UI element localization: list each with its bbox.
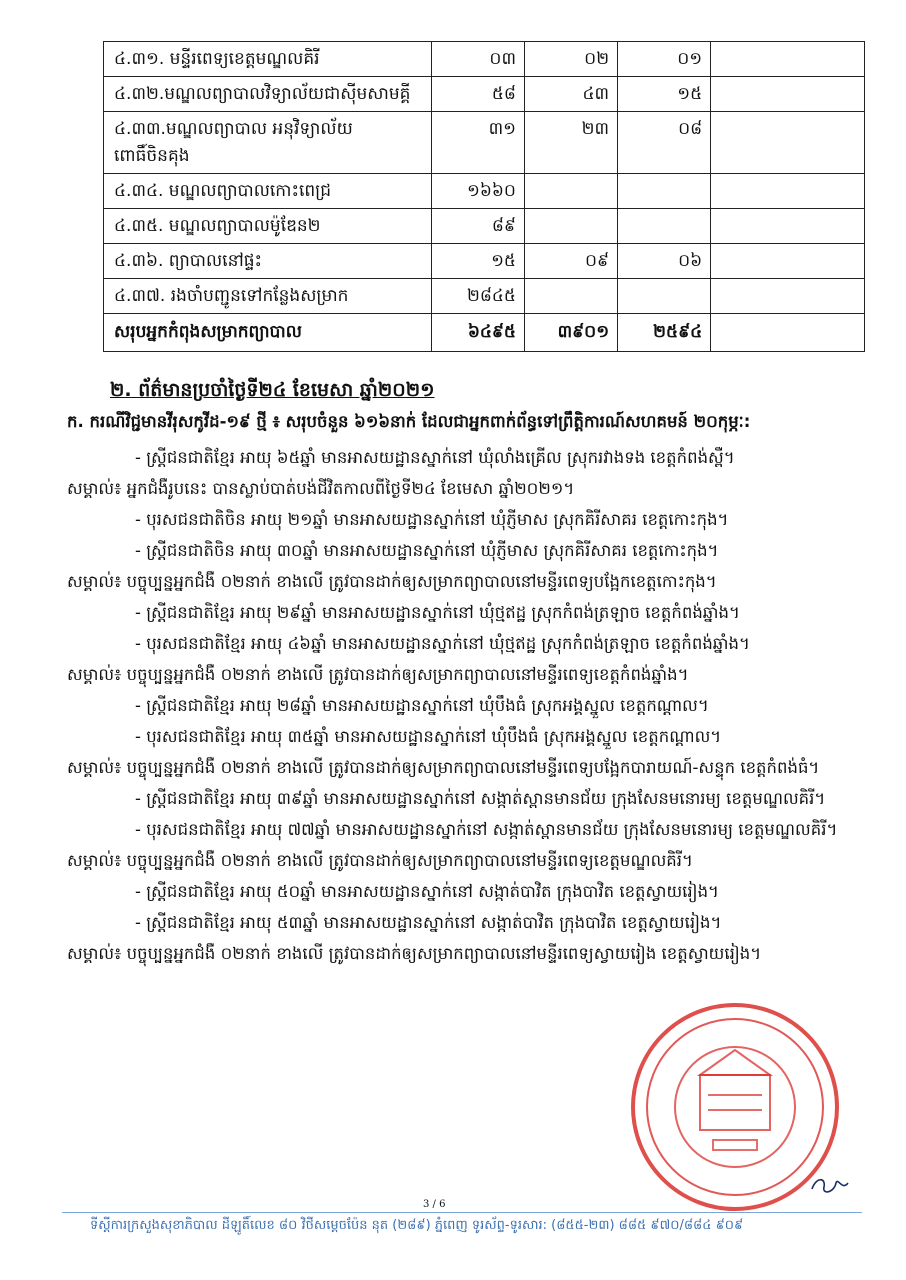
row-value (618, 174, 711, 209)
case-note (67, 845, 867, 876)
row-label: ៤.៣៦. ព្យាបាលនៅផ្ទះ (104, 244, 432, 279)
case-list (67, 442, 867, 969)
page-number: 3 / 6 (423, 1199, 446, 1210)
empty-cell (711, 314, 865, 352)
row-label: ៤.៣២.មណ្ឌលព្យាបាលវិទ្យាល័យជាស៊ីមសាមគ្គី (104, 77, 432, 112)
case-note (67, 938, 867, 969)
table-row (104, 244, 865, 279)
case-note (67, 659, 867, 690)
row-label: ៤.៣៧. រងចាំបញ្ជូនទៅកន្លែងសម្រាក (104, 279, 432, 314)
table-total-row (104, 314, 865, 352)
table-row (104, 42, 865, 77)
section-title: ២. ព័ត៌មានប្រចាំថ្ងៃទី២៤ ខែមេសា ឆ្នាំ២០២១ (110, 379, 435, 401)
footer-address: ទីស្តីការក្រសួងសុខាភិបាល ដីឡូតិ៍លេខ ៨០ វិថីសម្តេចប៉ែន នុត (២៨៩) ភ្នំពេញ ទូរស័ព្ទ-ទូរសារ: (៨៥៥-២៣) ៨៨៥ ៩៧០/៨៨៤ ៩០៩ (90, 1218, 744, 1233)
row-value: ០៨ (618, 112, 711, 174)
empty-cell (711, 112, 865, 174)
table-row (104, 279, 865, 314)
patients-table (103, 41, 865, 352)
note-text: បច្ចុប្បន្នអ្នកជំងឺ ០២នាក់ ខាងលើ ត្រូវបានដាក់ឲ្យសម្រាកព្យាបាលនៅមន្ទីរពេទ្យខេត្តកំពង់ឆ្នាំង។ (126, 665, 689, 684)
row-value: ២៥៩៤ (618, 314, 711, 352)
footer-divider (62, 1212, 862, 1213)
row-value: ៣៩០១ (524, 314, 617, 352)
empty-cell (711, 244, 865, 279)
row-label: សរុបអ្នកកំពុងសម្រាកព្យាបាល (104, 314, 432, 352)
empty-cell (711, 77, 865, 112)
row-value: ២៨៤៥ (431, 279, 524, 314)
note-prefix: សម្គាល់៖ (67, 665, 127, 684)
row-value (618, 209, 711, 244)
table-row (104, 209, 865, 244)
note-text: អ្នកជំងឺរូបនេះ បានស្លាប់បាត់បង់ជីវិតកាលពីថ្ងៃទី២៤ ខែមេសា ឆ្នាំ២០២១។ (126, 479, 575, 498)
row-value: ៤៣ (524, 77, 617, 112)
row-value (524, 279, 617, 314)
note-text: បច្ចុប្បន្នអ្នកជំងឺ ០២នាក់ ខាងលើ ត្រូវបានដាក់ឲ្យសម្រាកព្យាបាលនៅមន្ទីរពេទ្យស្វាយរៀង ខេត្តស្វាយរៀង។ (126, 944, 762, 963)
row-value: ០២ (524, 42, 617, 77)
row-value: ១៦៦០ (431, 174, 524, 209)
case-note (67, 566, 867, 597)
empty-cell (711, 209, 865, 244)
note-text: បច្ចុប្បន្នអ្នកជំងឺ ០២នាក់ ខាងលើ ត្រូវបានដាក់ឲ្យសម្រាកព្យាបាលនៅមន្ទីរពេទ្យខេត្តមណ្ឌលគិរី។ (126, 851, 693, 870)
case-item: - បុរសជនជាតិខ្មែរ អាយុ ៧៧ឆ្នាំ មានអាសយដ្ឋានស្នាក់នៅ សង្កាត់ស្ពានមានជ័យ ក្រុងសែនមនោរម្យ ខេត្តមណ្ឌលគិរី។ (135, 820, 838, 839)
table-row (104, 112, 865, 174)
row-value: ១៥ (431, 244, 524, 279)
row-value: ០១ (618, 42, 711, 77)
case-item: - បុរសជនជាតិខ្មែរ អាយុ ៤៦ឆ្នាំ មានអាសយដ្ឋានស្នាក់នៅ ឃុំថ្មឥដ្ឋ ស្រុកកំពង់ត្រឡាច ខេត្តកំពង់ឆ្នាំង។ (135, 634, 750, 653)
case-item: - ស្ត្រីជនជាតិចិន អាយុ ៣០ឆ្នាំ មានអាសយដ្ឋានស្នាក់នៅ ឃុំភ្ញីមាស ស្រុកគិរីសាគរ ខេត្តកោះកុង។ (135, 541, 719, 560)
case-note (67, 473, 867, 504)
empty-cell (711, 42, 865, 77)
row-value (524, 209, 617, 244)
empty-cell (711, 174, 865, 209)
section-subtitle: ក. ករណីវិជ្ជមានវីរុសកូវីដ-១៩ ថ្មី ៖ សរុបចំនួន ៦១៦នាក់ ដែលជាអ្នកពាក់ព័ន្ធទៅព្រឹត្តិការណ៍សហគមន៍ ២០កុម្ភៈ: (67, 412, 751, 431)
row-value: ៣១ (431, 112, 524, 174)
table-row (104, 77, 865, 112)
case-item: - បុរសជនជាតិខ្មែរ អាយុ ៣៥ឆ្នាំ មានអាសយដ្ឋានស្នាក់នៅ ឃុំបឹងធំ ស្រុកអង្គស្នួល ខេត្តកណ្តាល។ (135, 727, 722, 746)
note-prefix: សម្គាល់៖ (67, 479, 127, 498)
row-label: ៤.៣៤. មណ្ឌលព្យាបាលកោះពេជ្រ (104, 174, 432, 209)
row-value (524, 174, 617, 209)
row-value (618, 279, 711, 314)
case-item: - ស្ត្រីជនជាតិខ្មែរ អាយុ ២៨ឆ្នាំ មានអាសយដ្ឋានស្នាក់នៅ ឃុំបឹងធំ ស្រុកអង្គស្នួល ខេត្តកណ្តាល។ (135, 696, 709, 715)
case-item: - បុរសជនជាតិចិន អាយុ ២១ឆ្នាំ មានអាសយដ្ឋានស្នាក់នៅ ឃុំភ្ញីមាស ស្រុកគិរីសាគរ ខេត្តកោះកុង។ (135, 510, 729, 529)
row-label: ៤.៣១. មន្ទីរពេទ្យខេត្តមណ្ឌលគិរី (104, 42, 432, 77)
case-note (67, 752, 867, 783)
case-item: - ស្ត្រីជនជាតិខ្មែរ អាយុ ២៩ឆ្នាំ មានអាសយដ្ឋានស្នាក់នៅ ឃុំថ្មឥដ្ឋ ស្រុកកំពង់ត្រឡាច ខេត្តកំពង់ឆ្នាំង។ (135, 603, 740, 622)
row-label: ៤.៣៥. មណ្ឌលព្យាបាលម៉ូឌែន២ (104, 209, 432, 244)
case-item: - ស្ត្រីជនជាតិខ្មែរ អាយុ ៣៩ឆ្នាំ មានអាសយដ្ឋានស្នាក់នៅ សង្កាត់ស្ពានមានជ័យ ក្រុងសែនមនោរម្យ ខេត្តមណ្ឌលគិរី។ (135, 789, 826, 808)
row-value: ០៦ (618, 244, 711, 279)
case-item: - ស្ត្រីជនជាតិខ្មែរ អាយុ ៦៥ឆ្នាំ មានអាសយដ្ឋានស្នាក់នៅ ឃុំលាំងគ្រើល ស្រុករវាងទង ខេត្តកំពង់ស្ពឺ។ (135, 448, 735, 467)
note-prefix: សម្គាល់៖ (67, 851, 127, 870)
case-item: - ស្ត្រីជនជាតិខ្មែរ អាយុ ៥០ឆ្នាំ មានអាសយដ្ឋានស្នាក់នៅ សង្កាត់បាវិត ក្រុងបាវិត ខេត្តស្វាយរៀង។ (135, 882, 719, 901)
row-value: ១៥ (618, 77, 711, 112)
row-value: ០៩ (524, 244, 617, 279)
table-row (104, 174, 865, 209)
row-value: ៨៩ (431, 209, 524, 244)
note-prefix: សម្គាល់៖ (67, 758, 127, 777)
note-prefix: សម្គាល់៖ (67, 944, 127, 963)
row-label: ៤.៣៣.មណ្ឌលព្យាបាល អនុវិទ្យាល័យពោធិ៍ចិនគុង (104, 112, 432, 174)
row-value: ៥៨ (431, 77, 524, 112)
signature (808, 1173, 852, 1197)
case-item: - ស្ត្រីជនជាតិខ្មែរ អាយុ ៥៣ឆ្នាំ មានអាសយដ្ឋានស្នាក់នៅ សង្កាត់បាវិត ក្រុងបាវិត ខេត្តស្វាយរៀង។ (135, 913, 722, 932)
row-value: ២៣ (524, 112, 617, 174)
row-value: ៦៤៩៥ (431, 314, 524, 352)
note-text: បច្ចុប្បន្នអ្នកជំងឺ ០២នាក់ ខាងលើ ត្រូវបានដាក់ឲ្យសម្រាកព្យាបាលនៅមន្ទីរពេទ្យបង្អែកខេត្តកោះកុង។ (126, 572, 717, 591)
note-prefix: សម្គាល់៖ (67, 572, 127, 591)
row-value: ០៣ (431, 42, 524, 77)
note-text: បច្ចុប្បន្នអ្នកជំងឺ ០២នាក់ ខាងលើ ត្រូវបានដាក់ឲ្យសម្រាកព្យាបាលនៅមន្ទីរពេទ្យបង្អែកបារាយណ៍-សន្ទុក ខេត្តកំពង់ធំ។ (126, 758, 820, 777)
empty-cell (711, 279, 865, 314)
